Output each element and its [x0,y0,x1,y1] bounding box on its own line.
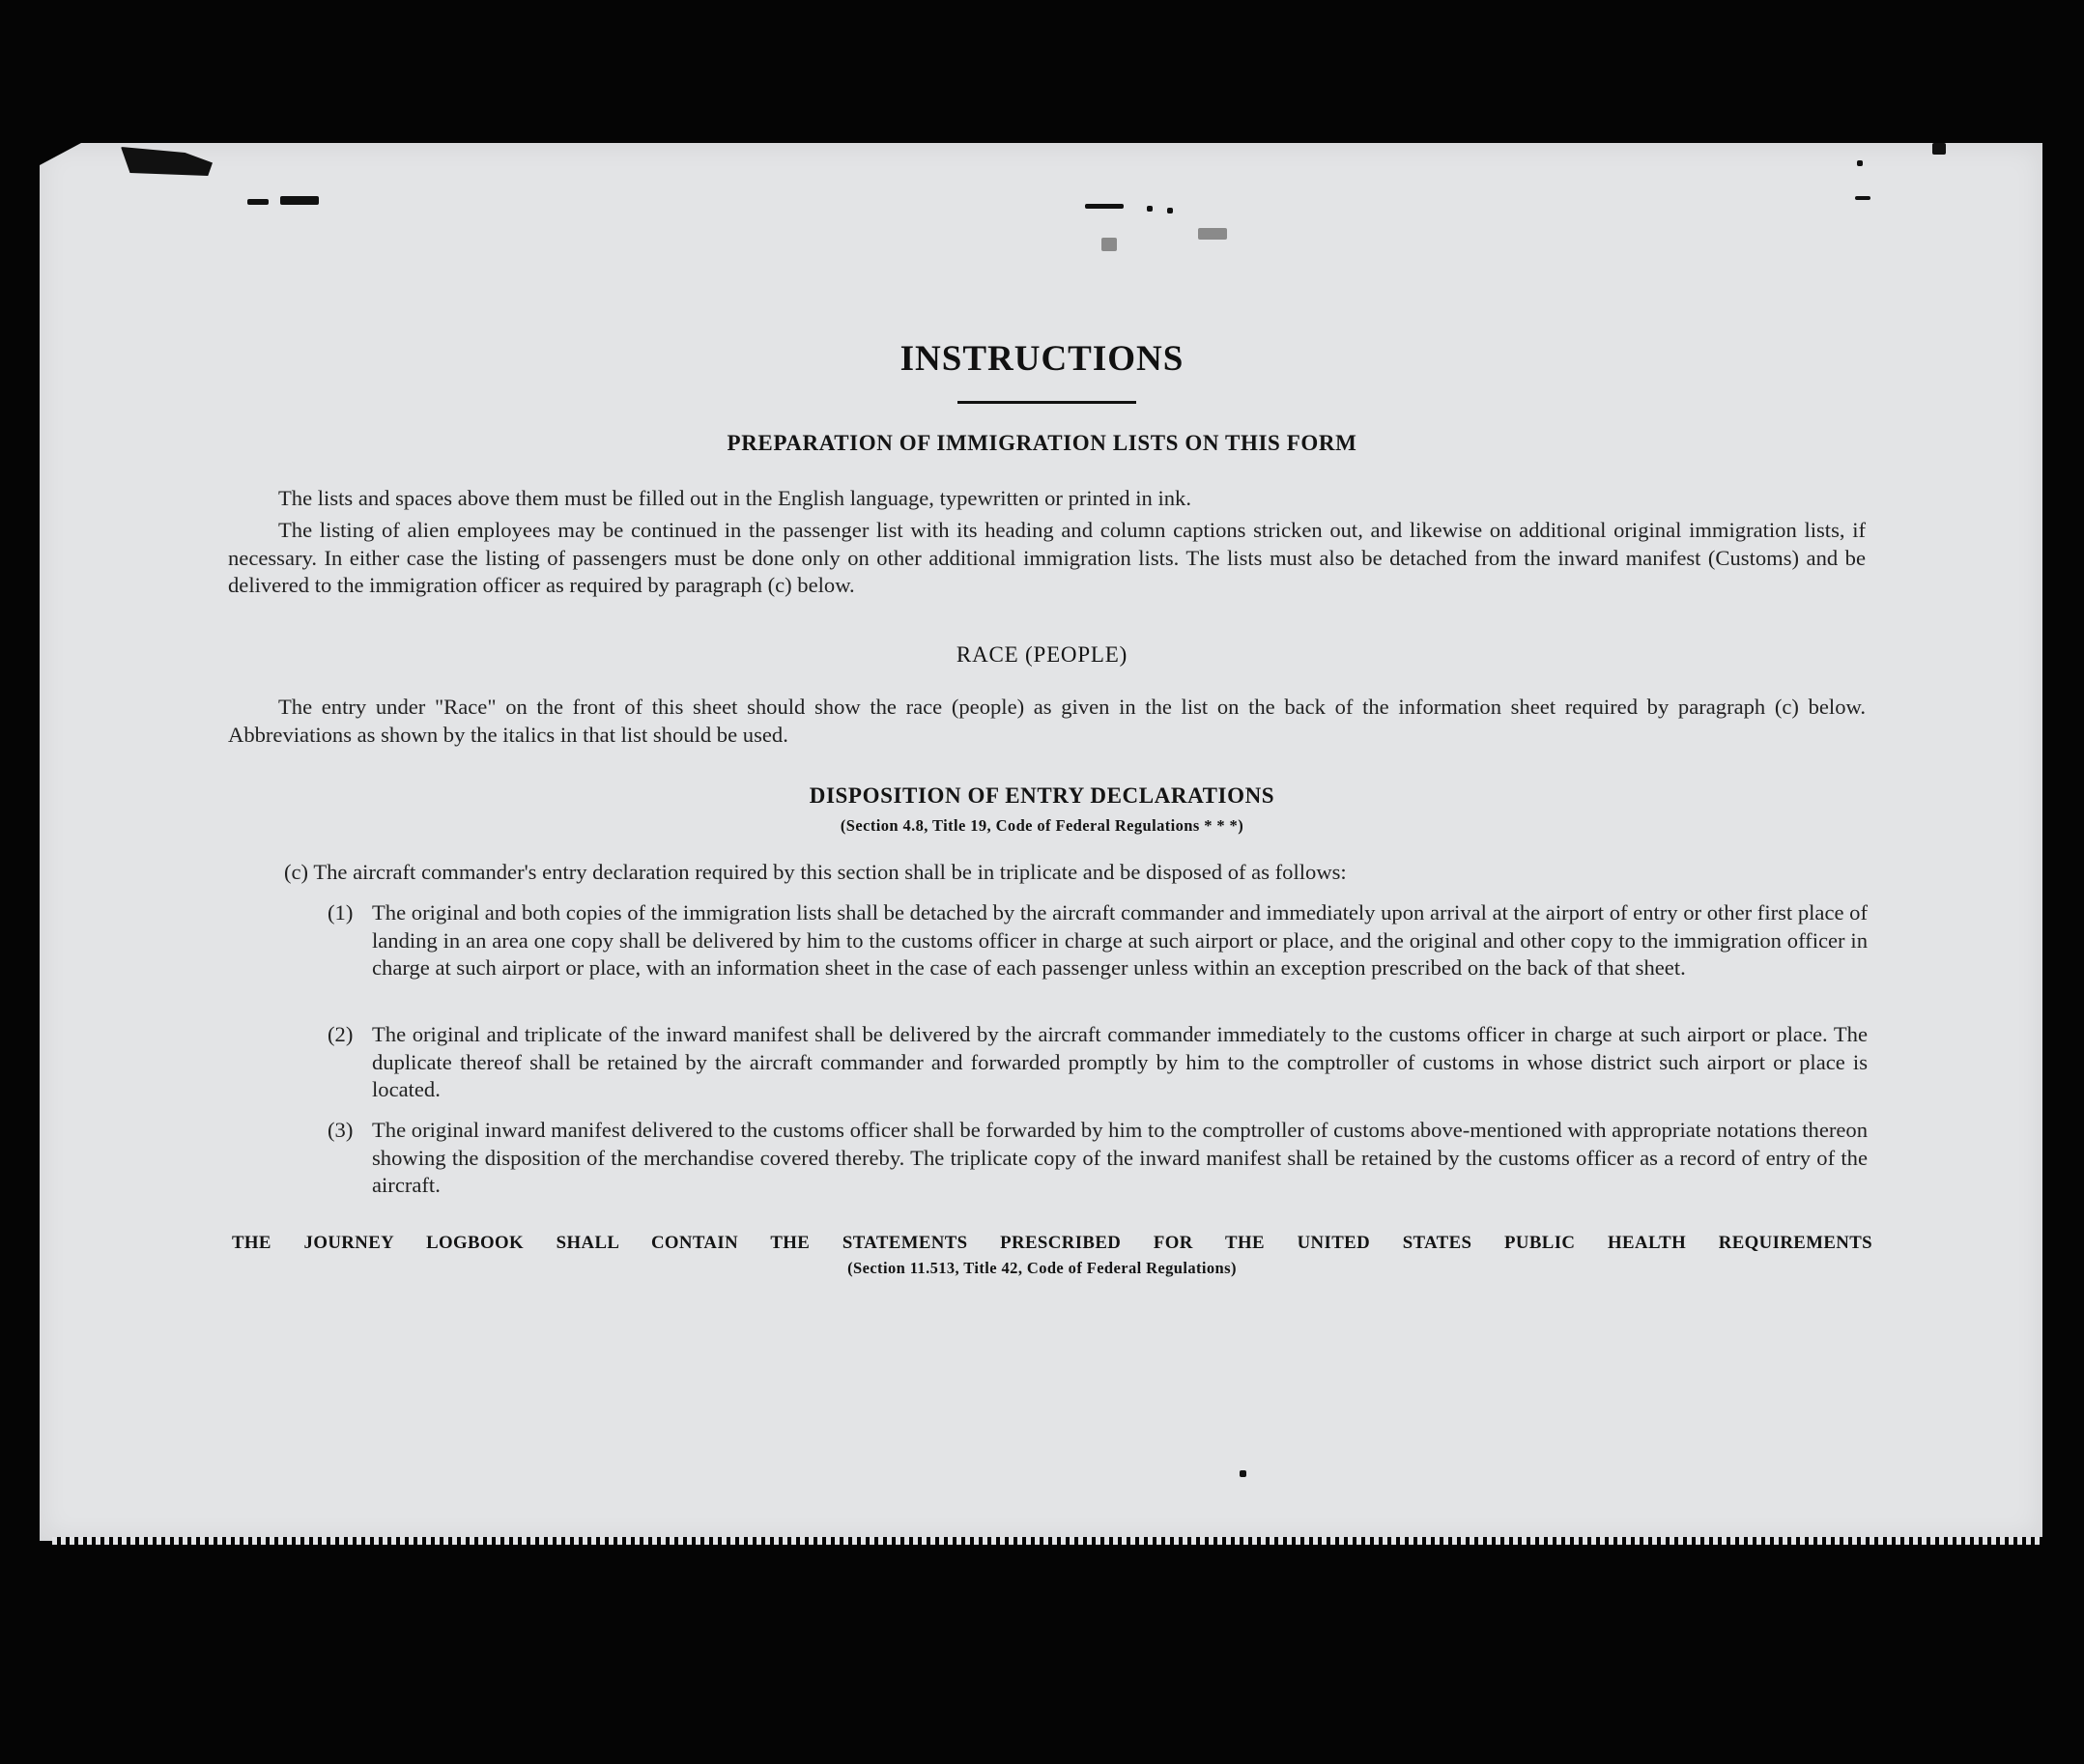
disposition-heading: DISPOSITION OF ENTRY DECLARATIONS [809,783,1275,808]
scan-mark [1240,1470,1246,1477]
preparation-heading: PREPARATION OF IMMIGRATION LISTS ON THIS FORM [727,431,1357,455]
perforated-edge [52,1537,2042,1545]
scan-mark [1147,206,1153,212]
scan-mark [247,199,269,205]
item-text: The original inward manifest delivered to the customs officer shall be forwarded by him to the comptroller of customs above-mentioned with appropriate notations thereon showing the disposition of the merchandise covered thereby. The triplicate copy of the inward manifest shall be retained by the customs officer as a record of entry of the aircraft. [372,1118,1868,1197]
disposition-item-1 [328,899,1868,982]
scan-mark [1101,238,1117,251]
scan-mark [280,196,319,205]
footer-citation: (Section 11.513, Title 42, Code of Federal Regulations) [847,1259,1237,1277]
scan-mark [1198,228,1227,240]
disposition-intro: (c) The aircraft commander's entry declaration required by this section shall be in triplicate and be disposed of as follows: [284,860,1347,884]
preparation-paragraph-1: The lists and spaces above them must be filled out in the English language, typewritten or printed in ink. [278,486,1191,510]
scan-mark [1857,160,1863,166]
item-number: (1) [328,900,354,925]
item-number: (2) [328,1022,354,1046]
scan-mark [1855,196,1870,200]
item-number: (3) [328,1118,354,1142]
disposition-citation: (Section 4.8, Title 19, Code of Federal Regulations * * *) [840,816,1244,835]
item-text: The original and both copies of the immigration lists shall be detached by the aircraft commander and immediately upon arrival at the airport of entry or other first place of landing in an area one copy shall be delivered by him to the customs officer in charge at such airport or place, and the original and other copy to the immigration officer in charge at such airport or place, with an information sheet in the case of each passenger unless within an exception prescribed on the back of that sheet. [372,900,1868,980]
title-rule [957,401,1136,404]
disposition-item-2 [328,1021,1868,1104]
preparation-paragraph-2: The listing of alien employees may be continued in the passenger list with its heading and column captions stricken out, and likewise on additional original immigration lists, if necessary. In either case the listing of passengers must be done only on other additional immigration lists. The lists must also be detached from the inward manifest (Customs) and be delivered to the immigration officer as required by paragraph (c) below. [228,518,1866,597]
disposition-item-3 [328,1117,1868,1200]
race-heading: RACE (PEOPLE) [956,642,1128,667]
race-paragraph: The entry under "Race" on the front of this sheet should show the race (people) as given in the list on the back of the information sheet required by paragraph (c) below. Abbreviations as shown by the italics in that list should be used. [228,695,1866,747]
footer-statement: THE JOURNEY LOGBOOK SHALL CONTAIN THE STATEMENTS PRESCRIBED FOR THE UNITED STATES PUBLIC HEALTH REQUIREMENTS [232,1233,1872,1253]
scan-mark [1085,204,1124,209]
scan-mark [1932,143,1946,155]
scan-mark [1167,208,1173,213]
item-text: The original and triplicate of the inward manifest shall be delivered by the aircraft commander immediately to the customs officer in charge at such airport or place. The duplicate thereof shall be retained by the aircraft commander and forwarded promptly by him to the comptroller of customs in whose district such airport or place is located. [372,1022,1868,1101]
page-title: INSTRUCTIONS [899,339,1185,379]
